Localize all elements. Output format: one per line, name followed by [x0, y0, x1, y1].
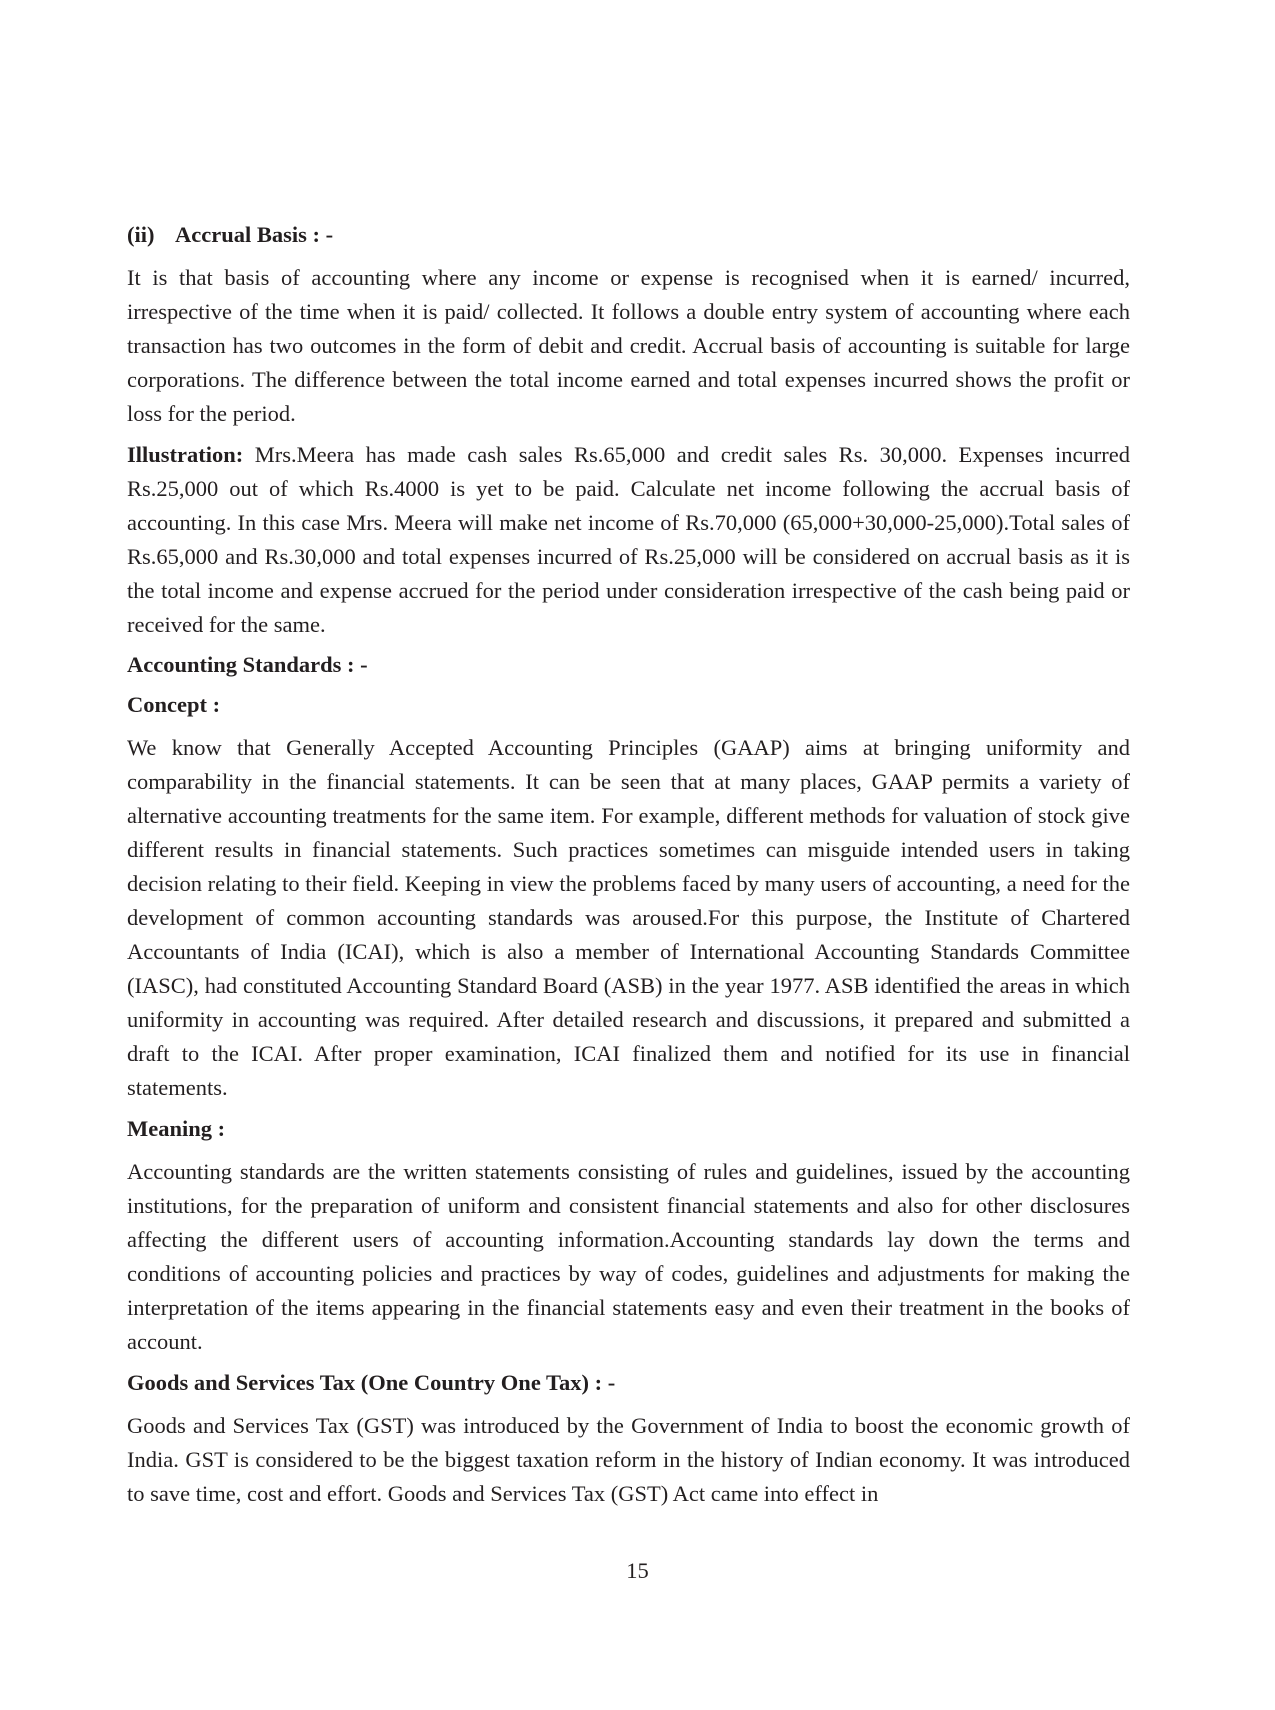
page-content	[127, 219, 1130, 1518]
illustration-label: Illustration:	[127, 442, 244, 467]
gst-paragraph: Goods and Services Tax (GST) was introduced by the Government of India to boost the economic growth of India. GST is considered to be the biggest taxation reform in the history of Indian economy. It was introduced to save time, cost and effort. Goods and Services Tax (GST) Act came into effect in	[127, 1413, 1130, 1506]
accrual-heading-title: Accrual Basis : -	[175, 222, 334, 247]
accrual-basis-heading	[127, 219, 1130, 251]
concept-heading: Concept :	[127, 692, 221, 717]
meaning-heading: Meaning :	[127, 1116, 226, 1141]
gst-heading: Goods and Services Tax (One Country One Tax) : -	[127, 1370, 616, 1395]
accrual-heading-number: (ii)	[127, 222, 155, 247]
page-number: 15	[626, 1558, 649, 1583]
illustration-text: Mrs.Meera has made cash sales Rs.65,000 and credit sales Rs. 30,000. Expenses incurred Rs.25,000 out of which Rs.4000 is yet to be paid. Calculate net income following the accrual basis of accounting. In this case Mrs. Meera will make net income of Rs.70,000 (65,000+30,000-25,000).Total sales of Rs.65,000 and Rs.30,000 and total expenses incurred of Rs.25,000 will be considered on accrual basis as it is the total income and expense accrued for the period under consideration irrespective of the cash being paid or received for the same.	[127, 442, 1130, 637]
concept-paragraph: We know that Generally Accepted Accounting Principles (GAAP) aims at bringing uniformity and comparability in the financial statements. It can be seen that at many places, GAAP permits a variety of alternative accounting treatments for the same item. For example, different methods for valuation of stock give different results in financial statements. Such practices sometimes can misguide intended users in taking decision relating to their field. Keeping in view the problems faced by many users of accounting, a need for the development of common accounting standards was aroused.For this purpose, the Institute of Chartered Accountants of India (ICAI), which is also a member of International Accounting Standards Committee (IASC), had constituted Accounting Standard Board (ASB) in the year 1977. ASB identified the areas in which uniformity in accounting was required. After detailed research and discussions, it prepared and submitted a draft to the ICAI. After proper examination, ICAI finalized them and notified for its use in financial statements.	[127, 735, 1130, 1100]
accounting-standards-heading: Accounting Standards : -	[127, 652, 368, 677]
accrual-basis-paragraph: It is that basis of accounting where any income or expense is recognised when it is earned/ incurred, irrespective of the time when it is paid/ collected. It follows a double entry system of accounting where each transaction has two outcomes in the form of debit and credit. Accrual basis of accounting is suitable for large corporations. The difference between the total income earned and total expenses incurred shows the profit or loss for the period.	[127, 265, 1130, 426]
illustration-paragraph	[127, 438, 1130, 642]
meaning-paragraph: Accounting standards are the written statements consisting of rules and guidelines, issued by the accounting institutions, for the preparation of uniform and consistent financial statements and also for other disclosures affecting the different users of accounting information.Accounting standards lay down the terms and conditions of accounting policies and practices by way of codes, guidelines and adjustments for making the interpretation of the items appearing in the financial statements easy and even their treatment in the books of account.	[127, 1159, 1130, 1354]
